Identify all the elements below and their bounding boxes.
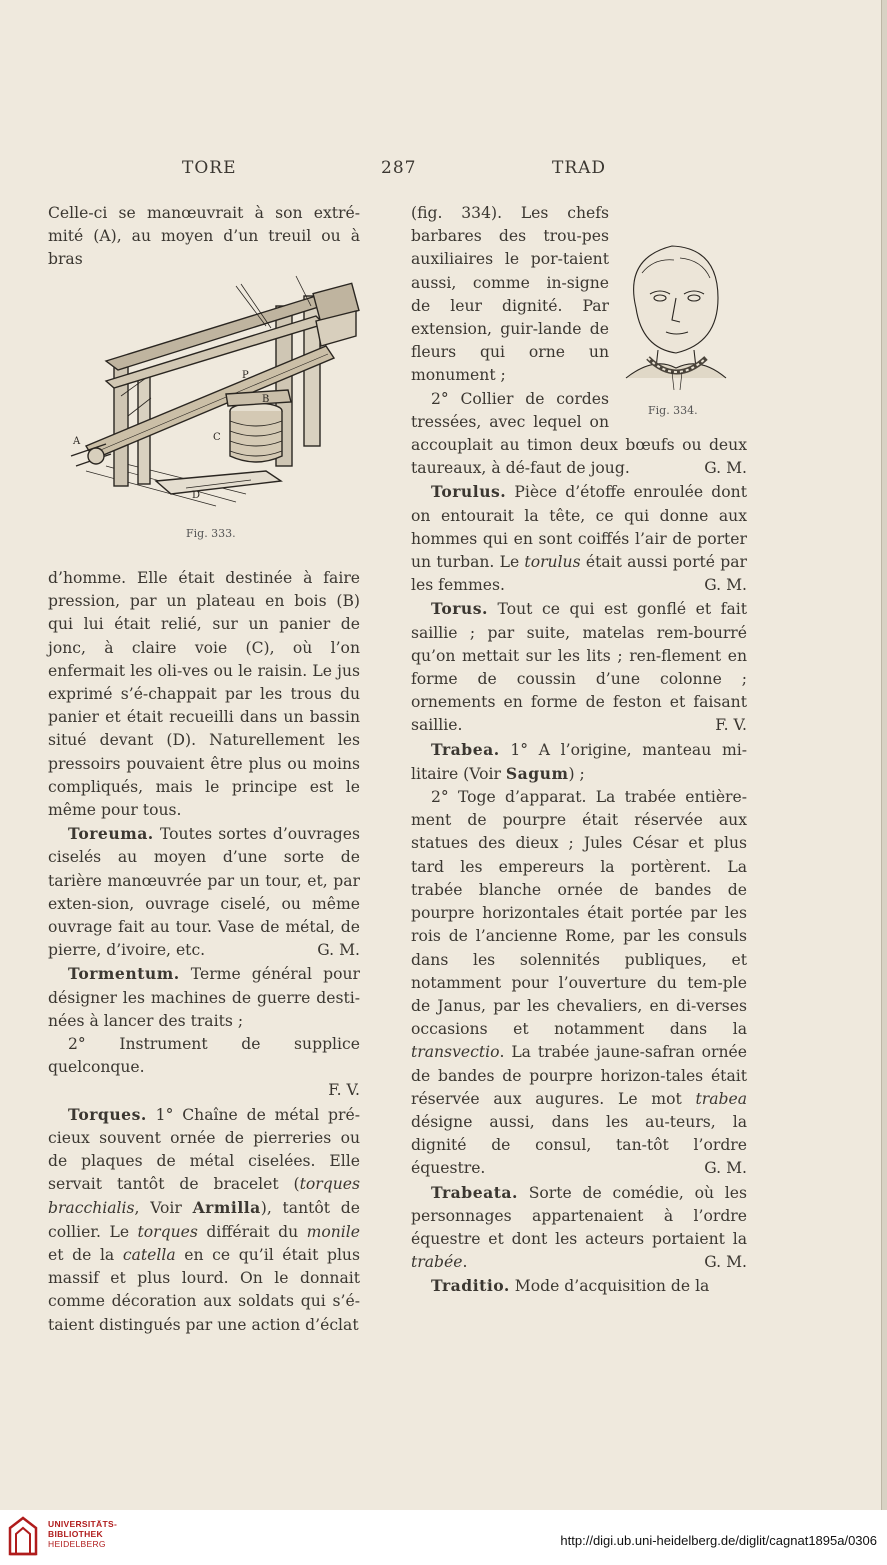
left-column-top [48,202,360,272]
entry-text: , Voir [134,1199,193,1218]
entry-trabeata [411,1181,747,1275]
entry-torques [48,1103,360,1337]
entry-text: Toutes sortes d’ouvrages ciselés au moyen d’une sorte de tarière manœuvrée par un tour, et, par exten-sion, ouvrage ciselé, ou même ouvrage fait au tour. Vase de métal, de pierre, d’ivoire, etc. [48,825,360,960]
entry-text: Sorte de comédie, où les personnages appartenaient à l’ordre équestre et dont les acteurs portaient la [411,1183,747,1248]
italic-term: catella [122,1245,176,1264]
entry-text: . La trabée jaune-safran ornée de bandes de pourpre horizon-tales était réservée aux augures. Le mot [411,1043,747,1108]
entry-text: Tout ce qui est gonflé et fait saillie ; par suite, matelas rem-bourré qu’on mettait sur les lits ; ren-flement en forme de coussin d’une colonne ; ornements en forme de feston et faisant saillie. [411,600,747,735]
wine-press-illustration [66,266,366,516]
italic-term: monile [306,1222,360,1241]
logo-line: BIBLIOTHEK [48,1529,103,1539]
entry-torus [411,597,747,737]
label-p: P [242,370,249,381]
label-b: B [262,394,270,405]
signature: F. V. [715,716,747,735]
headword: Torus. [431,599,488,619]
signature: G. M. [704,1159,747,1178]
headword: Torulus. [431,482,507,502]
entry-text: Terme général pour désigner les machines de guerre desti-nées à lancer des traits ; [48,965,360,1030]
signature: G. M. [317,941,360,960]
entry-text: Pièce d’étoffe enroulée dont on entourait la tête, ce qui donne aux hommes qui en sont coiffés l’air de porter un turban. Le [411,483,747,572]
entry-text: ) ; [568,764,585,783]
entry-text: 2° Toge d’apparat. La trabée entière-ment de pourpre était réservée aux statues des dieux ; Jules César et plus tard les empereurs la portèrent. La trabée blanche ornée de bandes de pourpre horizontales était portée par les rois de l’ancienne Rome, par les consuls dans les solennités publiques, et notamment pour l’ouverture du tem-ple de Janus, par les chevaliers, en di-verses occasions et notamment dans la [411,788,747,1039]
entry-text: 1° A l’origine, manteau mi-litaire (Voir [411,740,747,783]
page-edge [881,0,887,1510]
signature: G. M. [704,459,747,478]
header-left: TORE [182,158,237,178]
paragraph-text: (fig. 334). Les chefs barbares des trou-pes auxiliaires le por-taient aussi, comme in-signe de leur dignité. Par extension, guir-lande de fleurs qui orne un monument ; [411,204,609,385]
entry-text: Mode d’acquisition de la [509,1277,710,1296]
library-logo-text[interactable] [48,1519,117,1549]
entry-text: 1° Chaîne de métal pré-cieux souvent ornée de pierreries ou de plaques de métal ciselées. Elle servait tantôt de bracelet ( [48,1105,360,1194]
label-a: A [73,436,81,447]
library-logo-icon[interactable] [6,1514,40,1558]
entry-text: en ce qu’il était plus massif et plus lourd. On le donnait comme décoration aux soldats qui s’é-taient distingués par une action d’éclat [48,1245,360,1334]
cross-reference: Armilla [192,1198,261,1218]
paragraph [411,202,747,388]
entry-text: était aussi porté par les femmes. [411,553,747,595]
entry-text: désigne aussi, dans les au-teurs, la dignité de consul, tan-tôt l’ordre équestre. [411,1112,747,1178]
italic-term: trabée [411,1253,463,1272]
entry-text: et de la [48,1245,123,1264]
signature: G. M. [704,1253,747,1272]
entry-traditio [411,1274,747,1298]
logo-line: UNIVERSITÄTS- [48,1519,118,1529]
entry-trabea [411,738,747,786]
figure-333-caption: Fig. 333. [186,527,236,540]
source-url-link[interactable]: http://digi.ub.uni-heidelberg.de/diglit/cagnat1895a/0306 [560,1533,877,1548]
headword: Traditio. [431,1276,510,1296]
figure-334-caption: Fig. 334. [648,404,698,417]
logo-line: HEIDELBERG [48,1539,106,1549]
entry-text: 2° Instrument de supplice quelconque. [48,1035,360,1077]
headword: Torques. [68,1104,147,1124]
label-c: C [213,432,221,443]
headword: Toreuma. [68,824,154,844]
left-column-main [48,567,360,1337]
entry-toreuma [48,822,360,962]
italic-term: torulus [524,553,581,572]
page-number: 287 [381,158,417,178]
entry-text: . [462,1253,468,1272]
italic-term: transvectio [411,1043,500,1062]
italic-term: trabea [695,1089,747,1108]
paragraph: Celle-ci se manœuvrait à son extré-mité (A), au moyen d’un treuil ou à bras [48,204,360,269]
entry-torulus [411,480,747,597]
italic-term: torques [137,1222,198,1241]
entry-text: différait du [197,1222,307,1241]
header-right: TRAD [552,158,607,178]
cross-reference: Sagum [505,763,569,783]
figure-float-space [609,202,747,414]
headword: Trabeata. [431,1182,518,1202]
entry-trabea-2 [411,786,747,1180]
entry-tormentum-2 [48,1033,360,1100]
label-d: D [192,490,201,501]
paragraph: d’homme. Elle était destinée à faire pression, par un plateau en bois (B) qui lui était relié, sur un panier de jonc, à claire voie (C), où l’on enfermait les oli-ves ou le raisin. Le jus exprimé s’é-chappait par les trous du panier et était recueilli dans un bassin situé devant (D). Naturellement les pressoirs pouvaient être plus ou moins compliqués, mais le principe est le même pour tous. [48,569,360,820]
signature: F. V. [328,1081,360,1100]
headword: Tormentum. [68,964,180,984]
paragraph-text: 2° Collier de cordes tressées, avec lequel on accouplait au timon deux bœufs ou deux taureaux, à dé-faut de joug. [411,389,747,478]
headword: Trabea. [431,739,500,759]
italic-term: torques bracchialis [48,1175,360,1218]
right-column-top [411,202,747,1299]
signature: G. M. [704,576,747,595]
entry-text: ), tantôt de collier. Le [48,1199,360,1241]
entry-tormentum [48,962,360,1033]
